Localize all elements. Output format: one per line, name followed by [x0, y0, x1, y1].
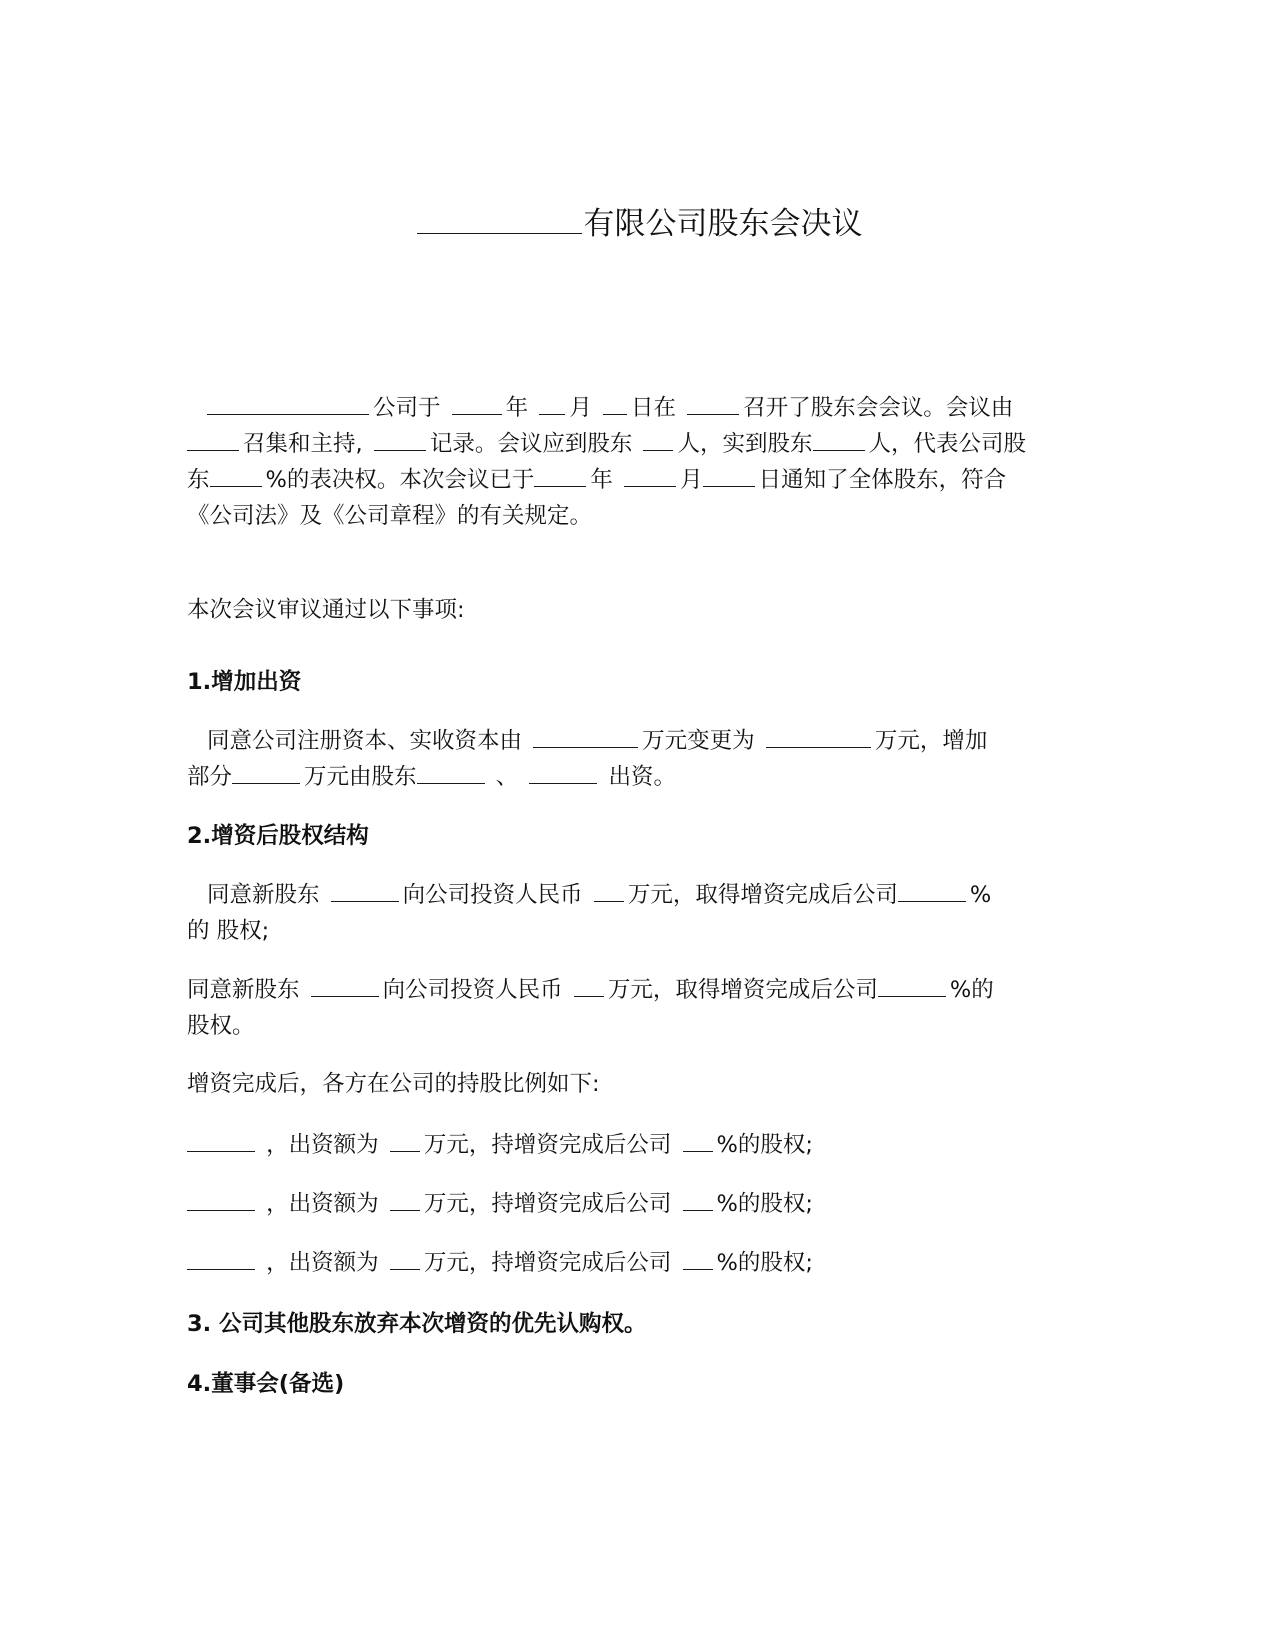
row-1-percent-blank[interactable] [683, 1150, 713, 1152]
section-2-heading: 2.增资后股权结构 [187, 823, 369, 849]
section-4-heading: 4.董事会(备选) [187, 1371, 345, 1397]
ratio-row-3: ，出资额为 万元，持增资完成后公司 %的股权; [187, 1245, 813, 1281]
year-blank[interactable] [452, 413, 502, 415]
row-2-holder-blank[interactable] [187, 1209, 255, 1211]
ratio-row-1: ，出资额为 万元，持增资完成后公司 %的股权; [187, 1127, 813, 1163]
section-2-para-1-line-2: 的 股权; [187, 918, 270, 944]
investment-2-blank[interactable] [574, 995, 604, 997]
month-blank[interactable] [539, 413, 565, 415]
expected-count-blank[interactable] [643, 449, 673, 451]
vote-percent-blank[interactable] [210, 485, 262, 487]
section-1-line-1: 同意公司注册资本、实收资本由 万元变更为 万元，增加 [207, 728, 988, 754]
intro-line-1: 公司于 年 月 日在 召开了股东会会议。会议由 [207, 390, 1013, 426]
recorder-blank[interactable] [374, 449, 426, 451]
company-blank[interactable] [207, 413, 369, 415]
row-1-holder-blank[interactable] [187, 1150, 255, 1152]
row-3-percent-blank[interactable] [683, 1268, 713, 1270]
row-2-percent-blank[interactable] [683, 1209, 713, 1211]
notice-month-blank[interactable] [624, 485, 676, 487]
section-1-line-2: 部分 万元由股东 、 出资。 [187, 764, 677, 790]
ratio-intro: 增资完成后，各方在公司的持股比例如下: [187, 1071, 600, 1097]
row-3-holder-blank[interactable] [187, 1268, 255, 1270]
investment-1-blank[interactable] [594, 900, 624, 902]
ratio-row-2: ，出资额为 万元，持增资完成后公司 %的股权; [187, 1186, 813, 1222]
new-shareholder-1-blank[interactable] [331, 900, 399, 902]
share-percent-2-blank[interactable] [878, 995, 946, 997]
notice-day-blank[interactable] [703, 485, 755, 487]
actual-count-blank[interactable] [813, 449, 865, 451]
section-3-heading: 3. 公司其他股东放弃本次增资的优先认购权。 [187, 1311, 647, 1337]
new-shareholder-2-blank[interactable] [311, 995, 379, 997]
row-3-amount-blank[interactable] [390, 1268, 420, 1270]
company-name-blank[interactable] [417, 232, 582, 234]
section-1-heading: 1.增加出资 [187, 669, 302, 695]
increase-amount-blank[interactable] [232, 782, 300, 784]
share-percent-1-blank[interactable] [898, 900, 966, 902]
section-2-para-1-line-1: 同意新股东 向公司投资人民币 万元，取得增资完成后公司 % [207, 882, 992, 908]
row-1-amount-blank[interactable] [390, 1150, 420, 1152]
section-2-para-2-line-2: 股权。 [187, 1013, 255, 1039]
shareholder-b-blank[interactable] [529, 782, 597, 784]
intro-line-4: 《公司法》及《公司章程》的有关规定。 [187, 503, 593, 529]
new-capital-blank[interactable] [766, 746, 871, 748]
intro-line-2: 召集和主持, 记录。会议应到股东 人，实到股东 人，代表公司股 [187, 426, 1026, 462]
section-2-para-2-line-1: 同意新股东 向公司投资人民币 万元，取得增资完成后公司 %的 [187, 977, 994, 1003]
convener-blank[interactable] [187, 449, 239, 451]
old-capital-blank[interactable] [533, 746, 638, 748]
shareholder-a-blank[interactable] [417, 782, 485, 784]
document-title: 有限公司股东会决议 [0, 200, 1275, 248]
notice-year-blank[interactable] [534, 485, 586, 487]
row-2-amount-blank[interactable] [390, 1209, 420, 1211]
day-blank[interactable] [603, 413, 627, 415]
intro-line-3: 东 %的表决权。本次会议已于 年 月 日通知了全体股东，符合 [187, 467, 1007, 493]
place-blank[interactable] [687, 413, 739, 415]
matters-intro: 本次会议审议通过以下事项: [187, 597, 465, 623]
